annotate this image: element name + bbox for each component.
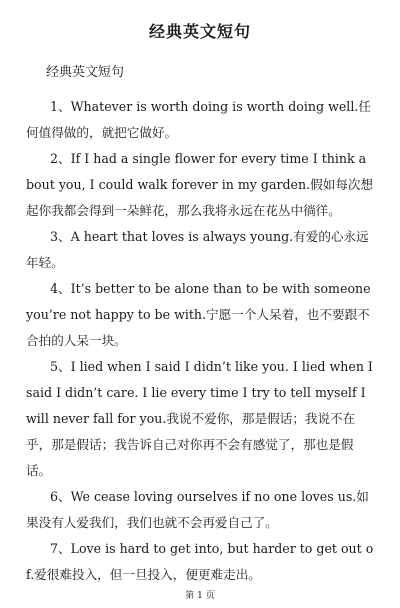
paragraph-4: 4、It’s better to be alone than to be with someone you’re not happy to be with.宁愿一个人呆着，也不要跟不合拍的人呆一块。 bbox=[26, 281, 371, 348]
paragraph-2: 2、If I had a single flower for every time I think about you, I could walk forever in my garden.假如每次想起你我都会得到一朵鲜花，那么我将永远在花丛中徜徉。 bbox=[26, 151, 374, 218]
page-subtitle: 经典英文短句 bbox=[46, 65, 125, 80]
page-number-footer: 第 1 页 bbox=[185, 591, 215, 601]
paragraph-7: 7、Love is hard to get into, but harder to get out of.爱很难投入，但一旦投入，便更难走出。 bbox=[26, 541, 374, 582]
paragraph-3: 3、A heart that loves is always young.有爱的心永远年轻。 bbox=[26, 229, 369, 270]
paragraph-5: 5、I lied when I said I didn’t like you. I lied when I said I didn’t care. I lie every time I try to tell myself I will never fall for you.我说不爱你，那是假话；我说不在乎，那是假话；我告诉自己对你再不会有感觉了，那也是假话。 bbox=[26, 359, 373, 478]
page-title: 经典英文短句 bbox=[148, 22, 251, 41]
paragraph-6: 6、We cease loving ourselves if no one loves us.如果没有人爱我们，我们也就不会再爱自己了。 bbox=[26, 489, 369, 530]
paragraph-1: 1、Whatever is worth doing is worth doing well.任何值得做的，就把它做好。 bbox=[26, 99, 371, 140]
